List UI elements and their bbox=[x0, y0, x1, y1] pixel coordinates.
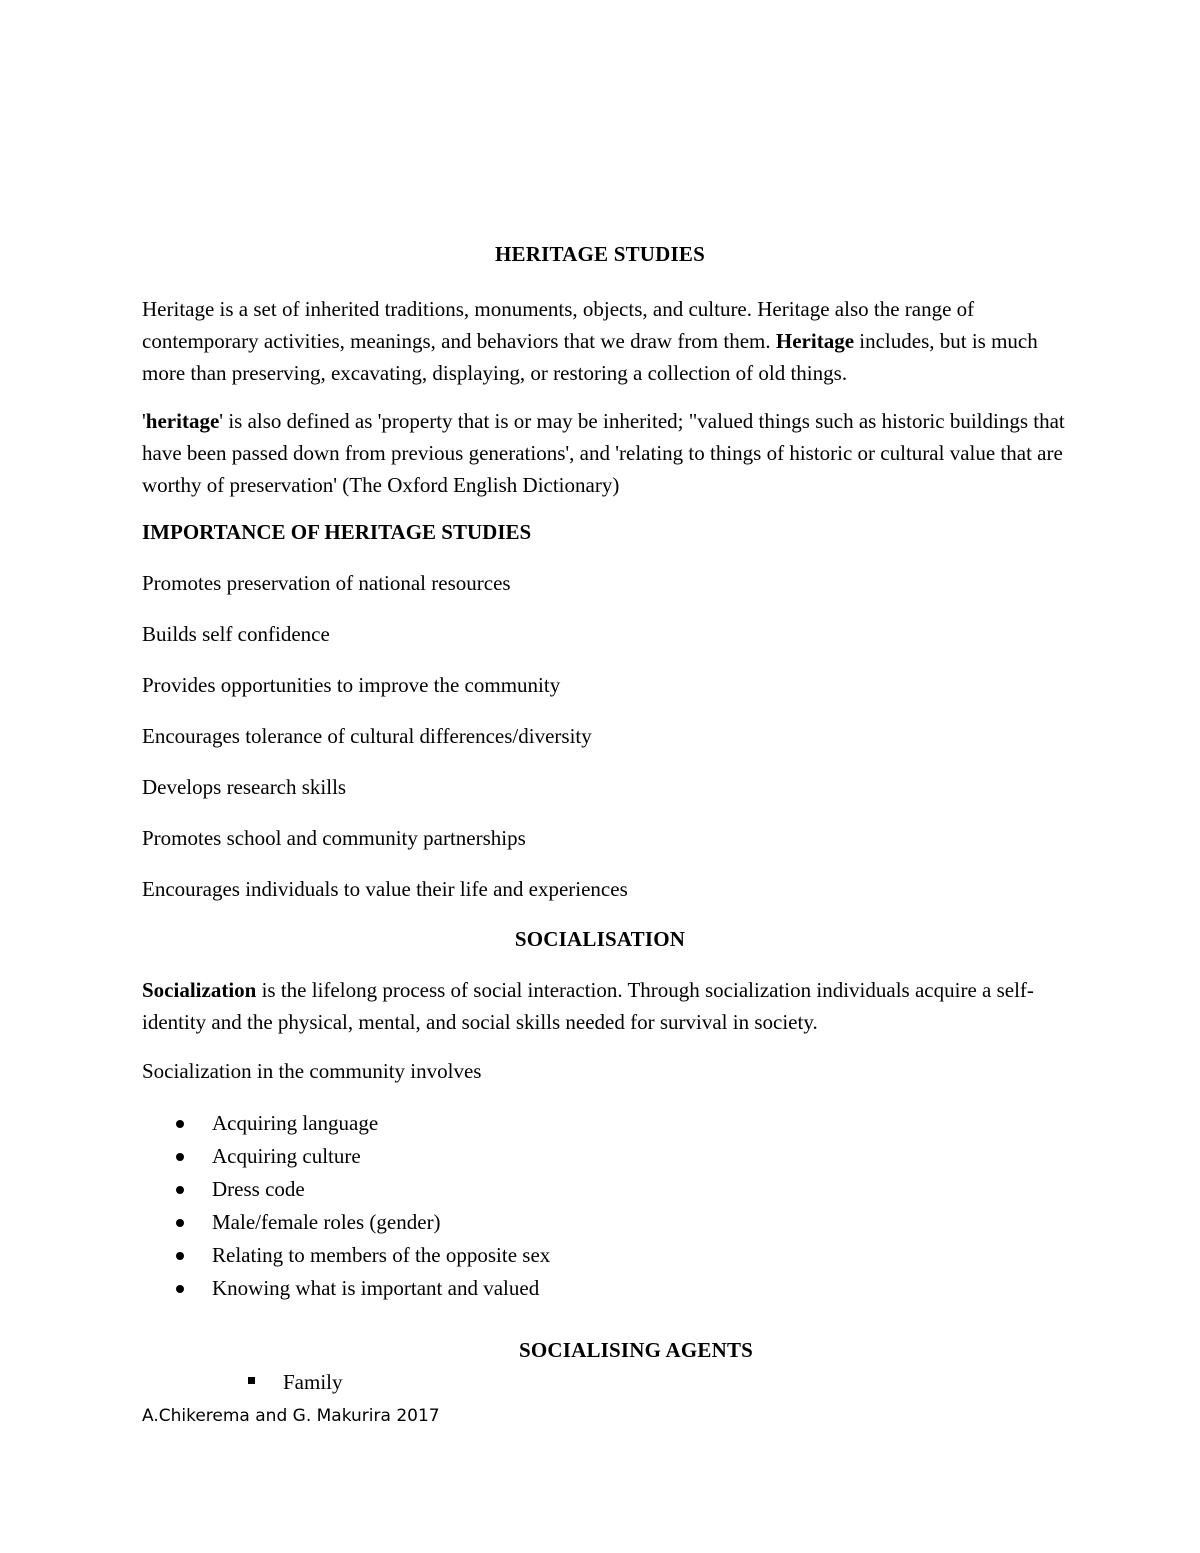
intro-text-1: Heritage is a set of inherited traditions, monuments, objects, and culture. Heritage also the range of contemporary activities, meanings, and behaviors that we draw from them. bbox=[142, 297, 975, 353]
bullet-dot-icon bbox=[176, 1285, 184, 1293]
intro-bold-term: Heritage bbox=[775, 329, 855, 353]
definition-text-2: ' is also defined as 'property that is or may be inherited; "valued things such as historic buildings that have been passed down from previous generations', and 'relating to things of historic or cultural value that are worthy of preservation' (The Oxford English Dictionary) bbox=[142, 409, 1065, 497]
list-item bbox=[0, 1207, 900, 1240]
definition-bold-term: heritage bbox=[145, 409, 220, 433]
list-item bbox=[0, 1141, 900, 1174]
importance-item: Encourages tolerance of cultural differences/diversity bbox=[142, 724, 592, 748]
intro-paragraph bbox=[142, 293, 1072, 389]
list-item-text: Knowing what is important and valued bbox=[212, 1276, 540, 1300]
list-item-text: Acquiring culture bbox=[212, 1144, 361, 1168]
agents-heading: SOCIALISING AGENTS bbox=[518, 1338, 754, 1362]
bullet-dot-icon bbox=[176, 1219, 184, 1227]
definition-text-1: ' bbox=[142, 409, 146, 433]
socialization-text: is the lifelong process of social interaction. Through socialization individuals acquire a self-identity and the physical, mental, and social skills needed for survival in society. bbox=[142, 978, 1034, 1034]
list-item-text: Male/female roles (gender) bbox=[212, 1210, 441, 1234]
importance-item: Promotes school and community partnerships bbox=[142, 826, 526, 850]
list-item bbox=[0, 1174, 900, 1207]
bullet-dot-icon bbox=[176, 1186, 184, 1194]
importance-item: Promotes preservation of national resources bbox=[142, 571, 511, 595]
list-item-text: Acquiring language bbox=[212, 1111, 379, 1135]
list-item bbox=[0, 1108, 900, 1141]
importance-item: Provides opportunities to improve the community bbox=[142, 673, 561, 697]
bullet-dot-icon bbox=[176, 1120, 184, 1128]
community-intro: Socialization in the community involves bbox=[142, 1059, 482, 1083]
importance-item: Develops research skills bbox=[142, 775, 347, 799]
list-item-text: Relating to members of the opposite sex bbox=[212, 1243, 551, 1267]
importance-item: Builds self confidence bbox=[142, 622, 330, 646]
list-item-text: Dress code bbox=[212, 1177, 305, 1201]
socialization-paragraph bbox=[142, 974, 1072, 1038]
socialization-bold-term: Socialization bbox=[142, 978, 257, 1002]
list-item-text: Family bbox=[283, 1370, 343, 1394]
importance-item: Encourages individuals to value their life and experiences bbox=[142, 877, 628, 901]
list-item bbox=[0, 1273, 900, 1306]
community-bullet-list bbox=[0, 1108, 900, 1306]
list-item bbox=[0, 1366, 600, 1398]
page-title: HERITAGE STUDIES bbox=[495, 242, 705, 266]
bullet-dot-icon bbox=[176, 1252, 184, 1260]
square-bullet-icon bbox=[248, 1377, 255, 1384]
importance-heading: IMPORTANCE OF HERITAGE STUDIES bbox=[142, 520, 532, 544]
definition-paragraph bbox=[142, 405, 1072, 501]
list-item bbox=[0, 1240, 900, 1273]
bullet-dot-icon bbox=[176, 1153, 184, 1161]
socialisation-heading: SOCIALISATION bbox=[514, 927, 686, 951]
intro-text-2: includes, but is much more than preserving, excavating, displaying, or restoring a collection of old things. bbox=[142, 329, 1038, 385]
page-footer: A.Chikerema and G. Makurira 2017 bbox=[142, 1406, 440, 1426]
